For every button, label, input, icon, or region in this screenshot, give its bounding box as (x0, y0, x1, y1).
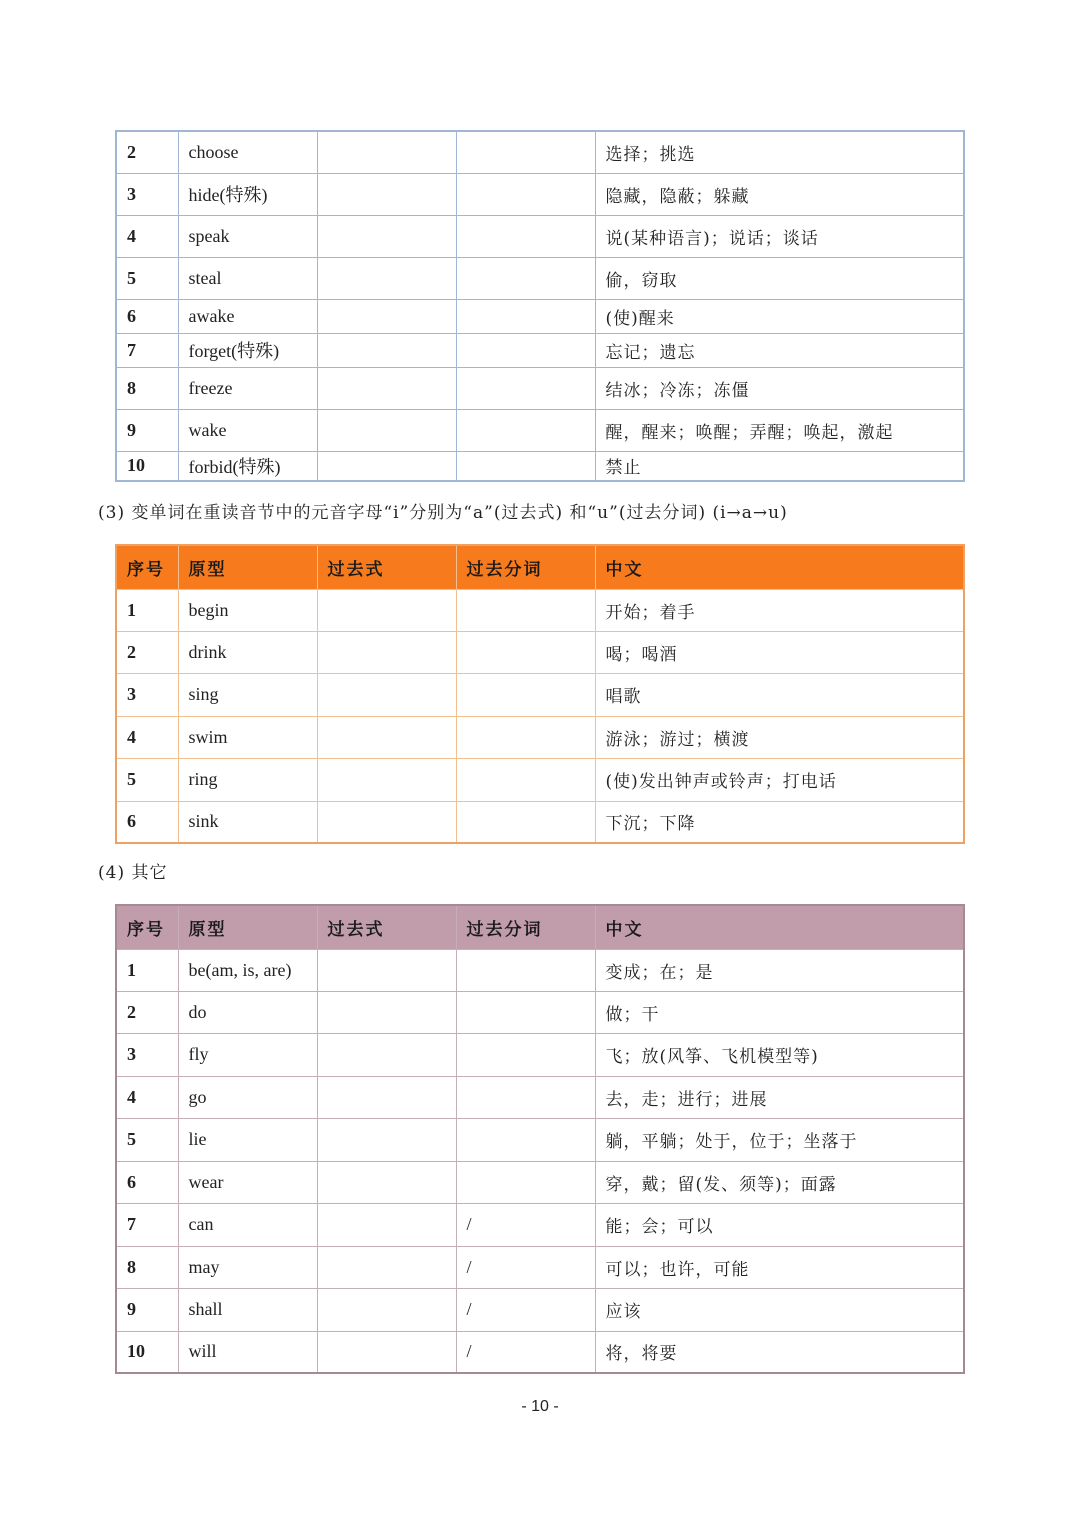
cell-chinese: 可以；也许，可能 (595, 1246, 964, 1288)
cell-index: 5 (116, 257, 178, 299)
table-row (116, 1288, 964, 1331)
table-row (116, 801, 964, 843)
table-row (116, 589, 964, 631)
page-number: - 10 - (521, 1398, 559, 1415)
cell-past-participle (456, 631, 595, 673)
cell-base-form: hide(特殊) (178, 173, 317, 215)
cell-past-tense (317, 409, 456, 451)
cell-past-tense (317, 949, 456, 991)
table-row (116, 333, 964, 367)
cell-chinese: 去，走；进行；进展 (595, 1076, 964, 1118)
header-chinese: 中文 (595, 905, 964, 949)
cell-base-form: sing (178, 673, 317, 716)
cell-index: 6 (116, 1161, 178, 1203)
cell-base-form: ring (178, 758, 317, 801)
cell-past-tense (317, 1076, 456, 1118)
cell-index: 10 (116, 451, 178, 481)
cell-past-tense (317, 1288, 456, 1331)
cell-index: 6 (116, 299, 178, 333)
cell-past-participle (456, 451, 595, 481)
cell-past-participle (456, 949, 595, 991)
cell-base-form: shall (178, 1288, 317, 1331)
cell-past-tense (317, 801, 456, 843)
cell-base-form: be(am, is, are) (178, 949, 317, 991)
header-base: 原型 (178, 905, 317, 949)
table-row (116, 631, 964, 673)
cell-index: 1 (116, 949, 178, 991)
cell-chinese: 开始；着手 (595, 589, 964, 631)
table-row (116, 409, 964, 451)
cell-past-participle (456, 1033, 595, 1076)
cell-chinese: 应该 (595, 1288, 964, 1331)
cell-base-form: swim (178, 716, 317, 758)
table-row (116, 949, 964, 991)
cell-past-participle (456, 1076, 595, 1118)
table-row (116, 1118, 964, 1161)
cell-base-form: sink (178, 801, 317, 843)
cell-base-form: wake (178, 409, 317, 451)
table-row (116, 1246, 964, 1288)
cell-chinese: 说(某种语言)；说话；谈话 (595, 215, 964, 257)
cell-chinese: (使)醒来 (595, 299, 964, 333)
cell-base-form: begin (178, 589, 317, 631)
header-past: 过去式 (317, 905, 456, 949)
verb-table-i-a-u (115, 544, 965, 844)
cell-past-participle: / (456, 1288, 595, 1331)
cell-base-form: choose (178, 131, 317, 173)
cell-past-participle (456, 589, 595, 631)
cell-past-participle (456, 1118, 595, 1161)
cell-index: 7 (116, 333, 178, 367)
cell-past-participle (456, 333, 595, 367)
cell-past-tense (317, 673, 456, 716)
cell-base-form: will (178, 1331, 317, 1373)
cell-past-participle (456, 409, 595, 451)
cell-index: 2 (116, 631, 178, 673)
table-header (116, 545, 964, 589)
table-row (116, 367, 964, 409)
cell-chinese: 选择；挑选 (595, 131, 964, 173)
cell-base-form: steal (178, 257, 317, 299)
table-row (116, 991, 964, 1033)
cell-index: 10 (116, 1331, 178, 1373)
cell-base-form: drink (178, 631, 317, 673)
section-heading-4: (4) 其它 (98, 863, 168, 883)
cell-base-form: speak (178, 215, 317, 257)
cell-past-participle (456, 257, 595, 299)
cell-index: 7 (116, 1203, 178, 1246)
cell-past-participle: / (456, 1246, 595, 1288)
cell-past-participle (456, 758, 595, 801)
cell-past-tense (317, 589, 456, 631)
cell-index: 3 (116, 673, 178, 716)
cell-past-tense (317, 716, 456, 758)
cell-past-tense (317, 215, 456, 257)
cell-past-participle (456, 991, 595, 1033)
cell-chinese: 喝；喝酒 (595, 631, 964, 673)
cell-base-form: may (178, 1246, 317, 1288)
cell-chinese: 做；干 (595, 991, 964, 1033)
cell-base-form: wear (178, 1161, 317, 1203)
header-past-participle: 过去分词 (456, 905, 595, 949)
cell-index: 9 (116, 1288, 178, 1331)
table-body (116, 589, 964, 843)
table-header (116, 905, 964, 949)
cell-index: 5 (116, 1118, 178, 1161)
cell-past-participle (456, 299, 595, 333)
cell-past-participle (456, 173, 595, 215)
cell-index: 3 (116, 173, 178, 215)
header-past-participle: 过去分词 (456, 545, 595, 589)
cell-past-tense (317, 1118, 456, 1161)
cell-base-form: do (178, 991, 317, 1033)
cell-index: 4 (116, 716, 178, 758)
cell-index: 9 (116, 409, 178, 451)
table-body (116, 131, 964, 481)
cell-past-participle (456, 1161, 595, 1203)
cell-index: 8 (116, 1246, 178, 1288)
cell-base-form: forget(特殊) (178, 333, 317, 367)
cell-chinese: 结冰；冷冻；冻僵 (595, 367, 964, 409)
header-base: 原型 (178, 545, 317, 589)
table-body (116, 949, 964, 1373)
header-index: 序号 (116, 545, 178, 589)
table-row (116, 131, 964, 173)
cell-chinese: 醒，醒来；唤醒；弄醒；唤起，激起 (595, 409, 964, 451)
cell-chinese: 能；会；可以 (595, 1203, 964, 1246)
cell-past-tense (317, 131, 456, 173)
cell-index: 6 (116, 801, 178, 843)
cell-chinese: (使)发出钟声或铃声；打电话 (595, 758, 964, 801)
cell-past-tense (317, 451, 456, 481)
cell-chinese: 唱歌 (595, 673, 964, 716)
table-row (116, 673, 964, 716)
cell-past-tense (317, 299, 456, 333)
cell-past-tense (317, 631, 456, 673)
cell-index: 1 (116, 589, 178, 631)
cell-past-tense (317, 1033, 456, 1076)
cell-chinese: 忘记；遗忘 (595, 333, 964, 367)
cell-past-tense (317, 1331, 456, 1373)
cell-base-form: fly (178, 1033, 317, 1076)
cell-chinese: 变成；在；是 (595, 949, 964, 991)
cell-base-form: go (178, 1076, 317, 1118)
table-row (116, 299, 964, 333)
cell-past-participle (456, 131, 595, 173)
table-row (116, 451, 964, 481)
cell-chinese: 飞；放(风筝、飞机模型等) (595, 1033, 964, 1076)
cell-index: 4 (116, 1076, 178, 1118)
cell-past-tense (317, 367, 456, 409)
cell-past-participle (456, 716, 595, 758)
cell-past-participle: / (456, 1203, 595, 1246)
table-row (116, 1033, 964, 1076)
table-row (116, 1203, 964, 1246)
section-heading-3: (3) 变单词在重读音节中的元音字母“i”分别为“a”(过去式) 和“u”(过去分词) (i→a→u) (98, 503, 788, 523)
cell-past-participle: / (456, 1331, 595, 1373)
cell-chinese: 偷，窃取 (595, 257, 964, 299)
cell-past-tense (317, 257, 456, 299)
cell-past-tense (317, 991, 456, 1033)
cell-past-tense (317, 1246, 456, 1288)
table-row (116, 173, 964, 215)
table-row (116, 257, 964, 299)
verb-table-others (115, 904, 965, 1374)
table-row (116, 1161, 964, 1203)
cell-index: 3 (116, 1033, 178, 1076)
cell-past-tense (317, 1161, 456, 1203)
header-index: 序号 (116, 905, 178, 949)
cell-base-form: awake (178, 299, 317, 333)
cell-past-participle (456, 367, 595, 409)
cell-base-form: can (178, 1203, 317, 1246)
table-row (116, 758, 964, 801)
cell-chinese: 游泳；游过；横渡 (595, 716, 964, 758)
cell-index: 5 (116, 758, 178, 801)
cell-past-tense (317, 758, 456, 801)
cell-base-form: lie (178, 1118, 317, 1161)
cell-chinese: 隐藏，隐蔽；躲藏 (595, 173, 964, 215)
cell-base-form: freeze (178, 367, 317, 409)
cell-past-tense (317, 173, 456, 215)
cell-index: 2 (116, 991, 178, 1033)
cell-past-participle (456, 801, 595, 843)
cell-past-participle (456, 673, 595, 716)
verb-table-continued (115, 130, 965, 482)
table-row (116, 1331, 964, 1373)
table-row (116, 1076, 964, 1118)
header-past: 过去式 (317, 545, 456, 589)
cell-past-participle (456, 215, 595, 257)
cell-chinese: 躺，平躺；处于，位于；坐落于 (595, 1118, 964, 1161)
header-chinese: 中文 (595, 545, 964, 589)
cell-chinese: 穿，戴；留(发、须等)；面露 (595, 1161, 964, 1203)
cell-past-tense (317, 333, 456, 367)
cell-past-tense (317, 1203, 456, 1246)
cell-index: 4 (116, 215, 178, 257)
cell-index: 2 (116, 131, 178, 173)
cell-chinese: 禁止 (595, 451, 964, 481)
table-row (116, 215, 964, 257)
cell-chinese: 下沉；下降 (595, 801, 964, 843)
cell-index: 8 (116, 367, 178, 409)
cell-chinese: 将，将要 (595, 1331, 964, 1373)
cell-base-form: forbid(特殊) (178, 451, 317, 481)
table-row (116, 716, 964, 758)
